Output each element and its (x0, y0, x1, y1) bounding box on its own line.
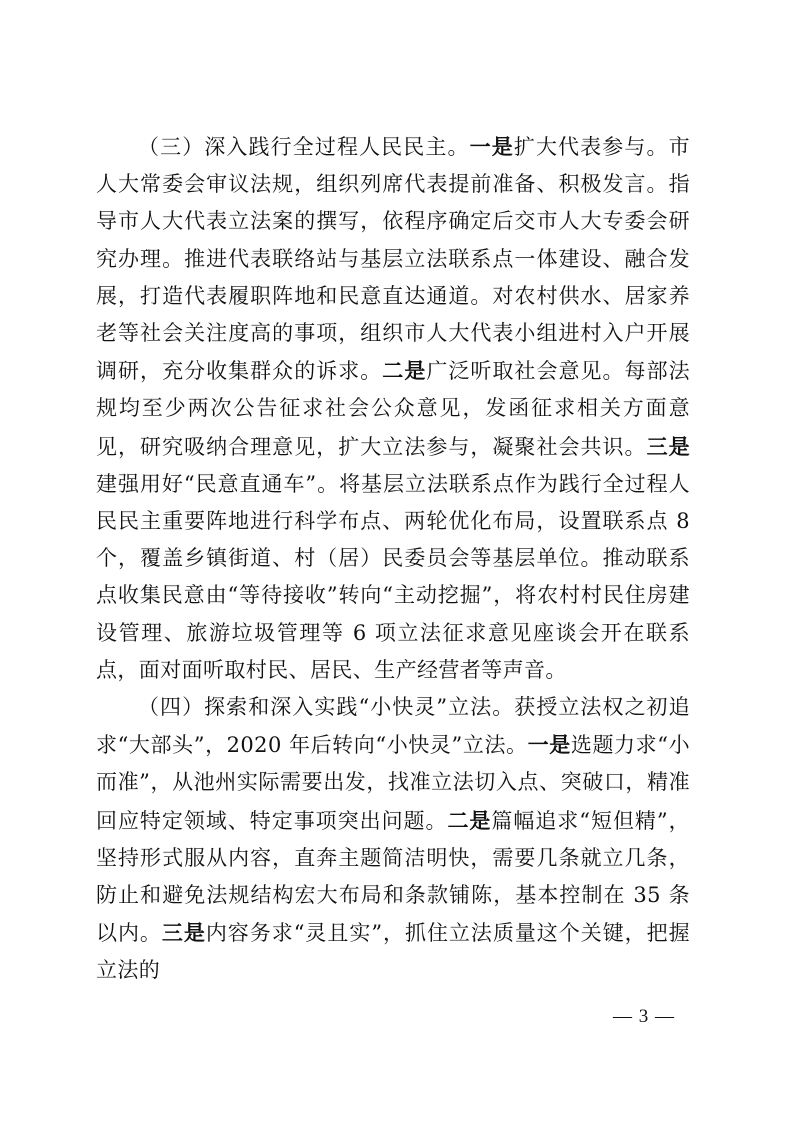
emphasis-text: 三是 (161, 920, 206, 946)
paragraph-text: 内容务求“灵且实”，抓住立法质量这个关键，把握立法的 (96, 921, 690, 983)
paragraph-text: 建强用好“民意直通车”。将基层立法联系点作为践行全过程人民民主重要阵地进行科学布点、两轮优化布局，设置联系点 8 个，覆盖乡镇街道、村（居）民委员会等基层单位。推动联系点收集民意由“等待接收”转向“主动挖掘”，将农村村民住房建设管理、旅游垃圾管理等 6 项立法征求意见座谈会开在联系点，面对面听取村民、居民、生产经营者等声音。 (96, 471, 690, 682)
emphasis-text: 三是 (646, 433, 690, 459)
paragraph-text: （四）探索和深入实践“小快灵”立法。获授立法权之初追求“大部头”，2020 年后转向“小快灵”立法。 (96, 695, 690, 758)
paragraph-text: 选题力求“小而准”，从池州实际需要出发，找准立法切入点、突破口，精准回应特定领域、特定事项突出问题。 (96, 733, 690, 833)
paragraph-text: 篇幅追求“短但精”，坚持形式服从内容，直奔主题简洁明快，需要几条就立几条，防止和避免法规结构宏大布局和条款铺陈，基本控制在 35 条以内。 (96, 808, 690, 946)
emphasis-text: 一是 (469, 134, 514, 159)
paragraph-text: （三）深入践行全过程人民民主。 (138, 135, 470, 159)
paragraph-text: 广泛听取社会意见。每部法规均至少两次公告征求社会公众意见，发函征求相关方面意见，研究吸纳合理意见，扩大立法参与，凝聚社会共识。 (96, 359, 690, 459)
page-number: — 3 — (613, 1006, 675, 1027)
emphasis-text: 一是 (527, 732, 571, 758)
body-text (96, 128, 690, 990)
emphasis-text: 二是 (447, 807, 492, 833)
emphasis-text: 二是 (382, 358, 427, 384)
paragraph (96, 128, 690, 689)
paragraph (96, 689, 690, 990)
paragraph-text: 扩大代表参与。市人大常委会审议法规，组织列席代表提前准备、积极发言。指导市人大代表立法案的撰写，依程序确定后交市人大专委会研究办理。推进代表联络站与基层立法联系点一体建设、融合发展，打造代表履职阵地和民意直达通道。对农村供水、居家养老等社会关注度高的事项，组织市人大代表小组进村入户开展调研，充分收集群众的诉求。 (96, 135, 690, 384)
